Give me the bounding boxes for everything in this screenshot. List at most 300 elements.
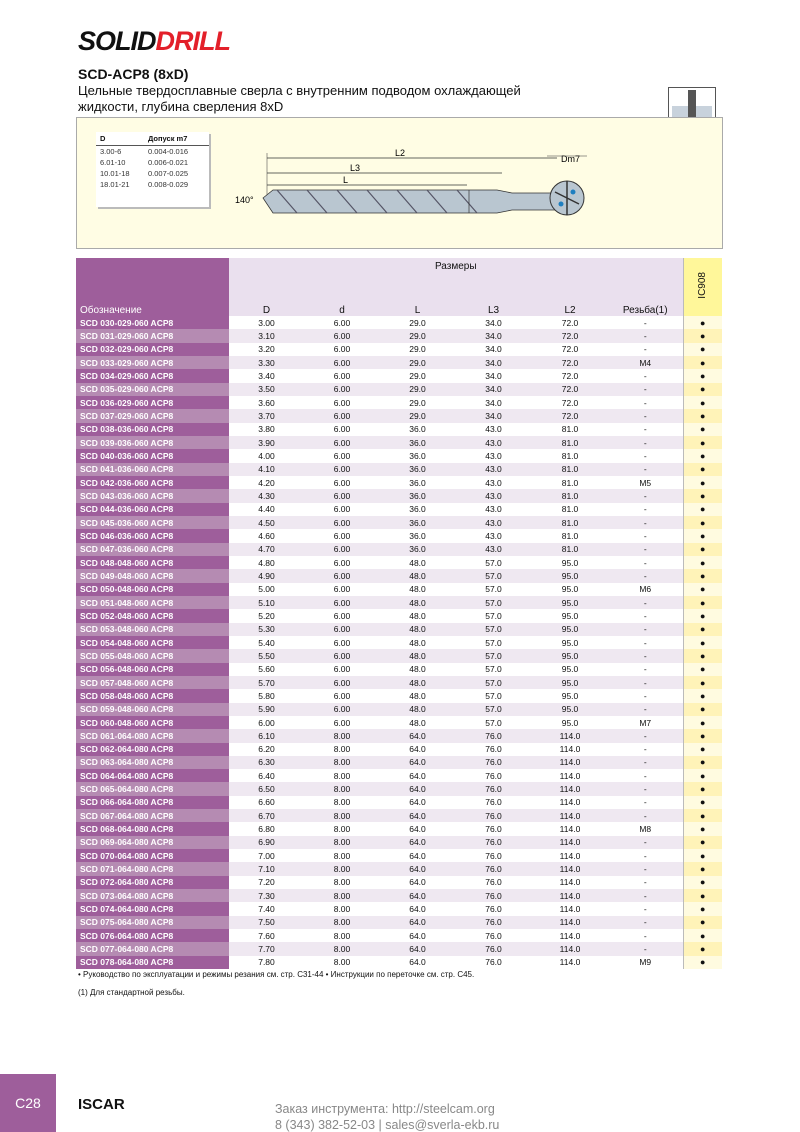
dimension-cell: 72.0 [532,356,608,369]
ic908-availability-cell: ● [683,503,722,516]
dimension-cell: 48.0 [380,703,455,716]
dimension-cell: 64.0 [380,942,455,955]
dimension-cell: 8.00 [304,942,380,955]
dimension-cell: - [608,543,683,556]
dimension-cell: 57.0 [455,596,532,609]
dimension-cell: 114.0 [532,796,608,809]
dimension-cell: 29.0 [380,329,455,342]
dimension-cell: - [608,649,683,662]
designation-cell: SCD 057-048-060 ACP8 [76,676,229,689]
designation-cell: SCD 030-029-060 ACP8 [76,316,229,329]
dimension-cell: 6.00 [304,636,380,649]
table-row [76,729,722,742]
ic908-availability-cell: ● [683,769,722,782]
dimension-cell: 76.0 [455,756,532,769]
dimension-cell: 64.0 [380,796,455,809]
designation-cell: SCD 050-048-060 ACP8 [76,583,229,596]
ic908-availability-cell: ● [683,889,722,902]
dimension-cell: - [608,636,683,649]
ic908-availability-cell: ● [683,583,722,596]
designation-cell: SCD 041-036-060 ACP8 [76,463,229,476]
dimension-cell: 4.50 [229,516,304,529]
designation-cell: SCD 069-064-080 ACP8 [76,836,229,849]
dimension-cell: 76.0 [455,889,532,902]
designation-cell: SCD 058-048-060 ACP8 [76,689,229,702]
ic908-availability-cell: ● [683,743,722,756]
dimension-cell: - [608,729,683,742]
designation-cell: SCD 071-064-080 ACP8 [76,862,229,875]
designation-cell: SCD 068-064-080 ACP8 [76,822,229,835]
dimension-cell: 6.00 [304,689,380,702]
designation-cell: SCD 034-029-060 ACP8 [76,369,229,382]
dimension-cell: 36.0 [380,516,455,529]
dimension-cell: - [608,343,683,356]
dimension-cell: 6.80 [229,822,304,835]
ic908-availability-cell: ● [683,436,722,449]
dimension-cell: 5.10 [229,596,304,609]
dimension-cell: 43.0 [455,476,532,489]
table-row [76,756,722,769]
table-row [76,516,722,529]
dimension-cell: - [608,902,683,915]
dimension-cell: 6.00 [304,609,380,622]
dimension-cell: 64.0 [380,809,455,822]
specification-table [76,258,722,969]
dimension-cell: 29.0 [380,316,455,329]
designation-cell: SCD 035-029-060 ACP8 [76,383,229,396]
dimension-cell: 95.0 [532,689,608,702]
dimension-cell: - [608,449,683,462]
dimension-cell: 5.20 [229,609,304,622]
dimension-cell: 48.0 [380,596,455,609]
ic908-availability-cell: ● [683,569,722,582]
dimension-cell: 6.00 [304,516,380,529]
dimension-cell: 95.0 [532,636,608,649]
dimension-cell: 114.0 [532,782,608,795]
ic908-availability-cell: ● [683,676,722,689]
dimension-cell: - [608,836,683,849]
dimension-cell: 3.00 [229,316,304,329]
table-row [76,649,722,662]
dimension-cell: 114.0 [532,929,608,942]
dimension-cell: - [608,489,683,502]
ic908-availability-cell: ● [683,383,722,396]
dimension-cell: 48.0 [380,623,455,636]
dimension-cell: 48.0 [380,689,455,702]
dimension-cell: 72.0 [532,383,608,396]
dimension-cell: 81.0 [532,463,608,476]
dimension-cell: 81.0 [532,543,608,556]
designation-cell: SCD 064-064-080 ACP8 [76,769,229,782]
dimension-cell: 36.0 [380,529,455,542]
ic908-availability-cell: ● [683,543,722,556]
dimension-cell: 8.00 [304,929,380,942]
ic908-availability-cell: ● [683,596,722,609]
col-ic908: IC908 [683,258,722,316]
table-row [76,862,722,875]
dimension-cell: 3.40 [229,369,304,382]
designation-cell: SCD 031-029-060 ACP8 [76,329,229,342]
dimension-cell: 5.30 [229,623,304,636]
l3-label: L3 [350,163,361,173]
dimension-cell: 6.00 [304,423,380,436]
dimension-cell: 48.0 [380,609,455,622]
table-row [76,876,722,889]
dimension-cell: 36.0 [380,489,455,502]
dimension-cell: 29.0 [380,409,455,422]
ic908-availability-cell: ● [683,836,722,849]
dimension-cell: 7.40 [229,902,304,915]
dimension-cell: 8.00 [304,796,380,809]
dimension-cell: 34.0 [455,343,532,356]
designation-cell: SCD 047-036-060 ACP8 [76,543,229,556]
dimension-cell: 6.70 [229,809,304,822]
dimension-cell: - [608,423,683,436]
dimension-cell: 5.50 [229,649,304,662]
table-row [76,503,722,516]
ic908-availability-cell: ● [683,716,722,729]
dimension-cell: 5.40 [229,636,304,649]
dimension-cell: 6.00 [304,329,380,342]
dimension-cell: 6.00 [304,623,380,636]
dimension-cell: 114.0 [532,743,608,756]
designation-cell: SCD 075-064-080 ACP8 [76,916,229,929]
dimension-cell: 6.30 [229,756,304,769]
ic908-availability-cell: ● [683,476,722,489]
dimension-cell: 3.70 [229,409,304,422]
dimension-cell: 114.0 [532,916,608,929]
dimension-cell: - [608,756,683,769]
designation-cell: SCD 055-048-060 ACP8 [76,649,229,662]
ic908-availability-cell: ● [683,623,722,636]
dimension-cell: 6.00 [304,716,380,729]
table-row [76,396,722,409]
dimension-cell: 48.0 [380,569,455,582]
dimension-cell: 48.0 [380,556,455,569]
drill-diagram [76,117,723,249]
table-row [76,782,722,795]
dimension-cell: 64.0 [380,929,455,942]
dimension-cell: - [608,596,683,609]
dimension-cell: 114.0 [532,942,608,955]
table-row [76,956,722,969]
dimension-cell: 6.50 [229,782,304,795]
dimension-cell: 76.0 [455,876,532,889]
dimension-cell: 34.0 [455,383,532,396]
dimension-cell: 5.90 [229,703,304,716]
dimension-cell: - [608,916,683,929]
product-title: SCD-ACP8 (8xD) [78,66,189,82]
dimension-cell: - [608,396,683,409]
dimension-cell: 5.60 [229,663,304,676]
order-info-contact: 8 (343) 382-52-03 | sales@sverla-ekb.ru [275,1118,500,1132]
dimension-cell: 8.00 [304,876,380,889]
designation-cell: SCD 032-029-060 ACP8 [76,343,229,356]
dimension-cell: - [608,329,683,342]
dimension-cell: 64.0 [380,916,455,929]
dimension-cell: 4.10 [229,463,304,476]
table-row [76,409,722,422]
dimension-cell: 3.10 [229,329,304,342]
dimension-cell: - [608,623,683,636]
table-row [76,743,722,756]
table-row [76,489,722,502]
ic908-availability-cell: ● [683,516,722,529]
dimension-cell: 114.0 [532,822,608,835]
dimension-cell: M4 [608,356,683,369]
dimension-cell: - [608,663,683,676]
dimension-cell: 6.60 [229,796,304,809]
dimension-cell: 114.0 [532,956,608,969]
dimension-cell: 81.0 [532,476,608,489]
ic908-availability-cell: ● [683,423,722,436]
dimension-cell: 72.0 [532,329,608,342]
dimension-cell: 43.0 [455,489,532,502]
dimension-cell: 3.50 [229,383,304,396]
table-row [76,902,722,915]
dimension-cell: 64.0 [380,822,455,835]
table-row [76,596,722,609]
dimension-cell: 5.80 [229,689,304,702]
dimension-cell: 4.90 [229,569,304,582]
dimension-cell: 34.0 [455,329,532,342]
dimension-cell: 76.0 [455,809,532,822]
dimension-cell: 6.00 [304,316,380,329]
ic908-availability-cell: ● [683,703,722,716]
dimension-cell: 6.00 [304,556,380,569]
dimension-cell: M8 [608,822,683,835]
dimension-cell: 8.00 [304,862,380,875]
ic908-availability-cell: ● [683,956,722,969]
dimension-cell: 6.00 [304,583,380,596]
dimension-cell: 76.0 [455,862,532,875]
dimension-cell: - [608,743,683,756]
ic908-availability-cell: ● [683,942,722,955]
designation-cell: SCD 074-064-080 ACP8 [76,902,229,915]
dimension-cell: 34.0 [455,316,532,329]
table-row [76,476,722,489]
dimension-cell: 43.0 [455,503,532,516]
dimension-cell: 76.0 [455,836,532,849]
dimension-cell: 43.0 [455,543,532,556]
ic908-availability-cell: ● [683,782,722,795]
dimension-cell: 114.0 [532,889,608,902]
table-row [76,529,722,542]
dimension-cell: 81.0 [532,423,608,436]
l-label: L [343,175,349,185]
ic908-availability-cell: ● [683,663,722,676]
dimension-cell: 57.0 [455,716,532,729]
dimension-cell: 6.00 [304,463,380,476]
dimension-cell: - [608,409,683,422]
dimension-cell: 8.00 [304,889,380,902]
ic908-availability-cell: ● [683,463,722,476]
dimension-cell: 95.0 [532,583,608,596]
dimensions-group-header: Размеры [229,258,683,274]
dimension-cell: 64.0 [380,849,455,862]
ic908-availability-cell: ● [683,556,722,569]
dimension-cell: 8.00 [304,822,380,835]
dimension-cell: 48.0 [380,583,455,596]
table-row [76,663,722,676]
dimension-cell: 64.0 [380,956,455,969]
dimension-cell: 95.0 [532,609,608,622]
table-row [76,623,722,636]
ic908-availability-cell: ● [683,529,722,542]
dimension-cell: - [608,942,683,955]
dimension-cell: 43.0 [455,423,532,436]
dimension-cell: 36.0 [380,436,455,449]
table-row [76,636,722,649]
dimension-cell: 6.00 [304,543,380,556]
dimension-cell: 57.0 [455,649,532,662]
dimension-cell: 114.0 [532,849,608,862]
l2-label: L2 [395,148,406,158]
table-row [76,849,722,862]
table-row [76,449,722,462]
dimension-cell: 64.0 [380,782,455,795]
dimension-cell: 114.0 [532,876,608,889]
dimension-cell: 57.0 [455,556,532,569]
col-D: D [229,274,304,316]
dimension-cell: 6.00 [304,436,380,449]
dimension-cell: - [608,676,683,689]
designation-cell: SCD 073-064-080 ACP8 [76,889,229,902]
col-L2: L2 [532,274,608,316]
dimension-cell: - [608,689,683,702]
designation-cell: SCD 052-048-060 ACP8 [76,609,229,622]
dimension-cell: - [608,769,683,782]
drill-cross-section [537,148,617,228]
usage-notes: • Руководство по эксплуатации и режимы резания см. стр. C31-44 • Инструкции по переточке см. стр. C45. [78,970,475,979]
dimension-cell: - [608,516,683,529]
ic908-availability-cell: ● [683,636,722,649]
dimension-cell: 64.0 [380,902,455,915]
table-row [76,716,722,729]
dimension-cell: 114.0 [532,809,608,822]
designation-cell: SCD 054-048-060 ACP8 [76,636,229,649]
dimension-cell: 95.0 [532,596,608,609]
dimension-cell: 76.0 [455,743,532,756]
ic908-availability-cell: ● [683,902,722,915]
ic908-availability-cell: ● [683,489,722,502]
dimension-cell: - [608,529,683,542]
table-row [76,356,722,369]
table-row [76,343,722,356]
dimension-cell: 64.0 [380,876,455,889]
table-row [76,316,722,329]
table-row [76,423,722,436]
dimension-cell: 72.0 [532,369,608,382]
dimension-cell: 6.00 [304,649,380,662]
ic908-availability-cell: ● [683,729,722,742]
dimension-cell: 6.00 [304,369,380,382]
dimension-cell: 76.0 [455,782,532,795]
dimension-cell: - [608,703,683,716]
ic908-availability-cell: ● [683,849,722,862]
dimension-cell: 76.0 [455,729,532,742]
dimension-cell: 36.0 [380,449,455,462]
dimension-cell: 43.0 [455,436,532,449]
designation-cell: SCD 067-064-080 ACP8 [76,809,229,822]
dimension-cell: 5.00 [229,583,304,596]
dimension-cell: 29.0 [380,343,455,356]
dimension-cell: - [608,569,683,582]
table-row [76,889,722,902]
dimension-cell: 57.0 [455,623,532,636]
dimension-cell: 6.00 [304,383,380,396]
dimension-cell: 64.0 [380,836,455,849]
table-row [76,836,722,849]
dimension-cell: 34.0 [455,369,532,382]
ic908-availability-cell: ● [683,369,722,382]
dimension-cell: 64.0 [380,862,455,875]
dimension-cell: 6.00 [304,343,380,356]
ic908-availability-cell: ● [683,822,722,835]
dimension-cell: 36.0 [380,543,455,556]
dimension-cell: 6.00 [304,569,380,582]
ic908-availability-cell: ● [683,343,722,356]
dimension-cell: 95.0 [532,556,608,569]
dimension-cell: 76.0 [455,929,532,942]
dimension-cell: 6.00 [304,476,380,489]
dimension-cell: 48.0 [380,716,455,729]
designation-cell: SCD 051-048-060 ACP8 [76,596,229,609]
dimension-cell: - [608,316,683,329]
ic908-availability-cell: ● [683,916,722,929]
dimension-cell: 29.0 [380,396,455,409]
designation-cell: SCD 076-064-080 ACP8 [76,929,229,942]
designation-cell: SCD 077-064-080 ACP8 [76,942,229,955]
dimension-cell: 8.00 [304,769,380,782]
table-row [76,583,722,596]
dimension-cell: 8.00 [304,849,380,862]
thread-footnote: (1) Для стандартной резьбы. [78,988,185,997]
dimension-cell: - [608,609,683,622]
table-row [76,689,722,702]
dimension-cell: - [608,556,683,569]
dimension-cell: 95.0 [532,676,608,689]
table-row [76,463,722,476]
table-row [76,942,722,955]
dimension-cell: - [608,463,683,476]
table-row [76,609,722,622]
dimension-cell: 114.0 [532,729,608,742]
dm7-label: Dm7 [561,154,581,164]
dimension-cell: 76.0 [455,916,532,929]
dimension-cell: 81.0 [532,529,608,542]
designation-cell: SCD 053-048-060 ACP8 [76,623,229,636]
table-row [76,822,722,835]
dimension-cell: 48.0 [380,649,455,662]
dimension-cell: 57.0 [455,703,532,716]
dimension-cell: - [608,889,683,902]
dimension-cell: 64.0 [380,769,455,782]
dimension-cell: 6.10 [229,729,304,742]
dimension-cell: 7.70 [229,942,304,955]
dimension-cell: 72.0 [532,316,608,329]
dimension-cell: 6.00 [304,409,380,422]
dimension-cell: 34.0 [455,356,532,369]
dimension-cell: 114.0 [532,769,608,782]
dimension-cell: 64.0 [380,743,455,756]
dimension-cell: 76.0 [455,956,532,969]
dimension-cell: - [608,503,683,516]
ic908-availability-cell: ● [683,449,722,462]
designation-cell: SCD 060-048-060 ACP8 [76,716,229,729]
dimension-cell: 72.0 [532,396,608,409]
dimension-cell: 81.0 [532,449,608,462]
